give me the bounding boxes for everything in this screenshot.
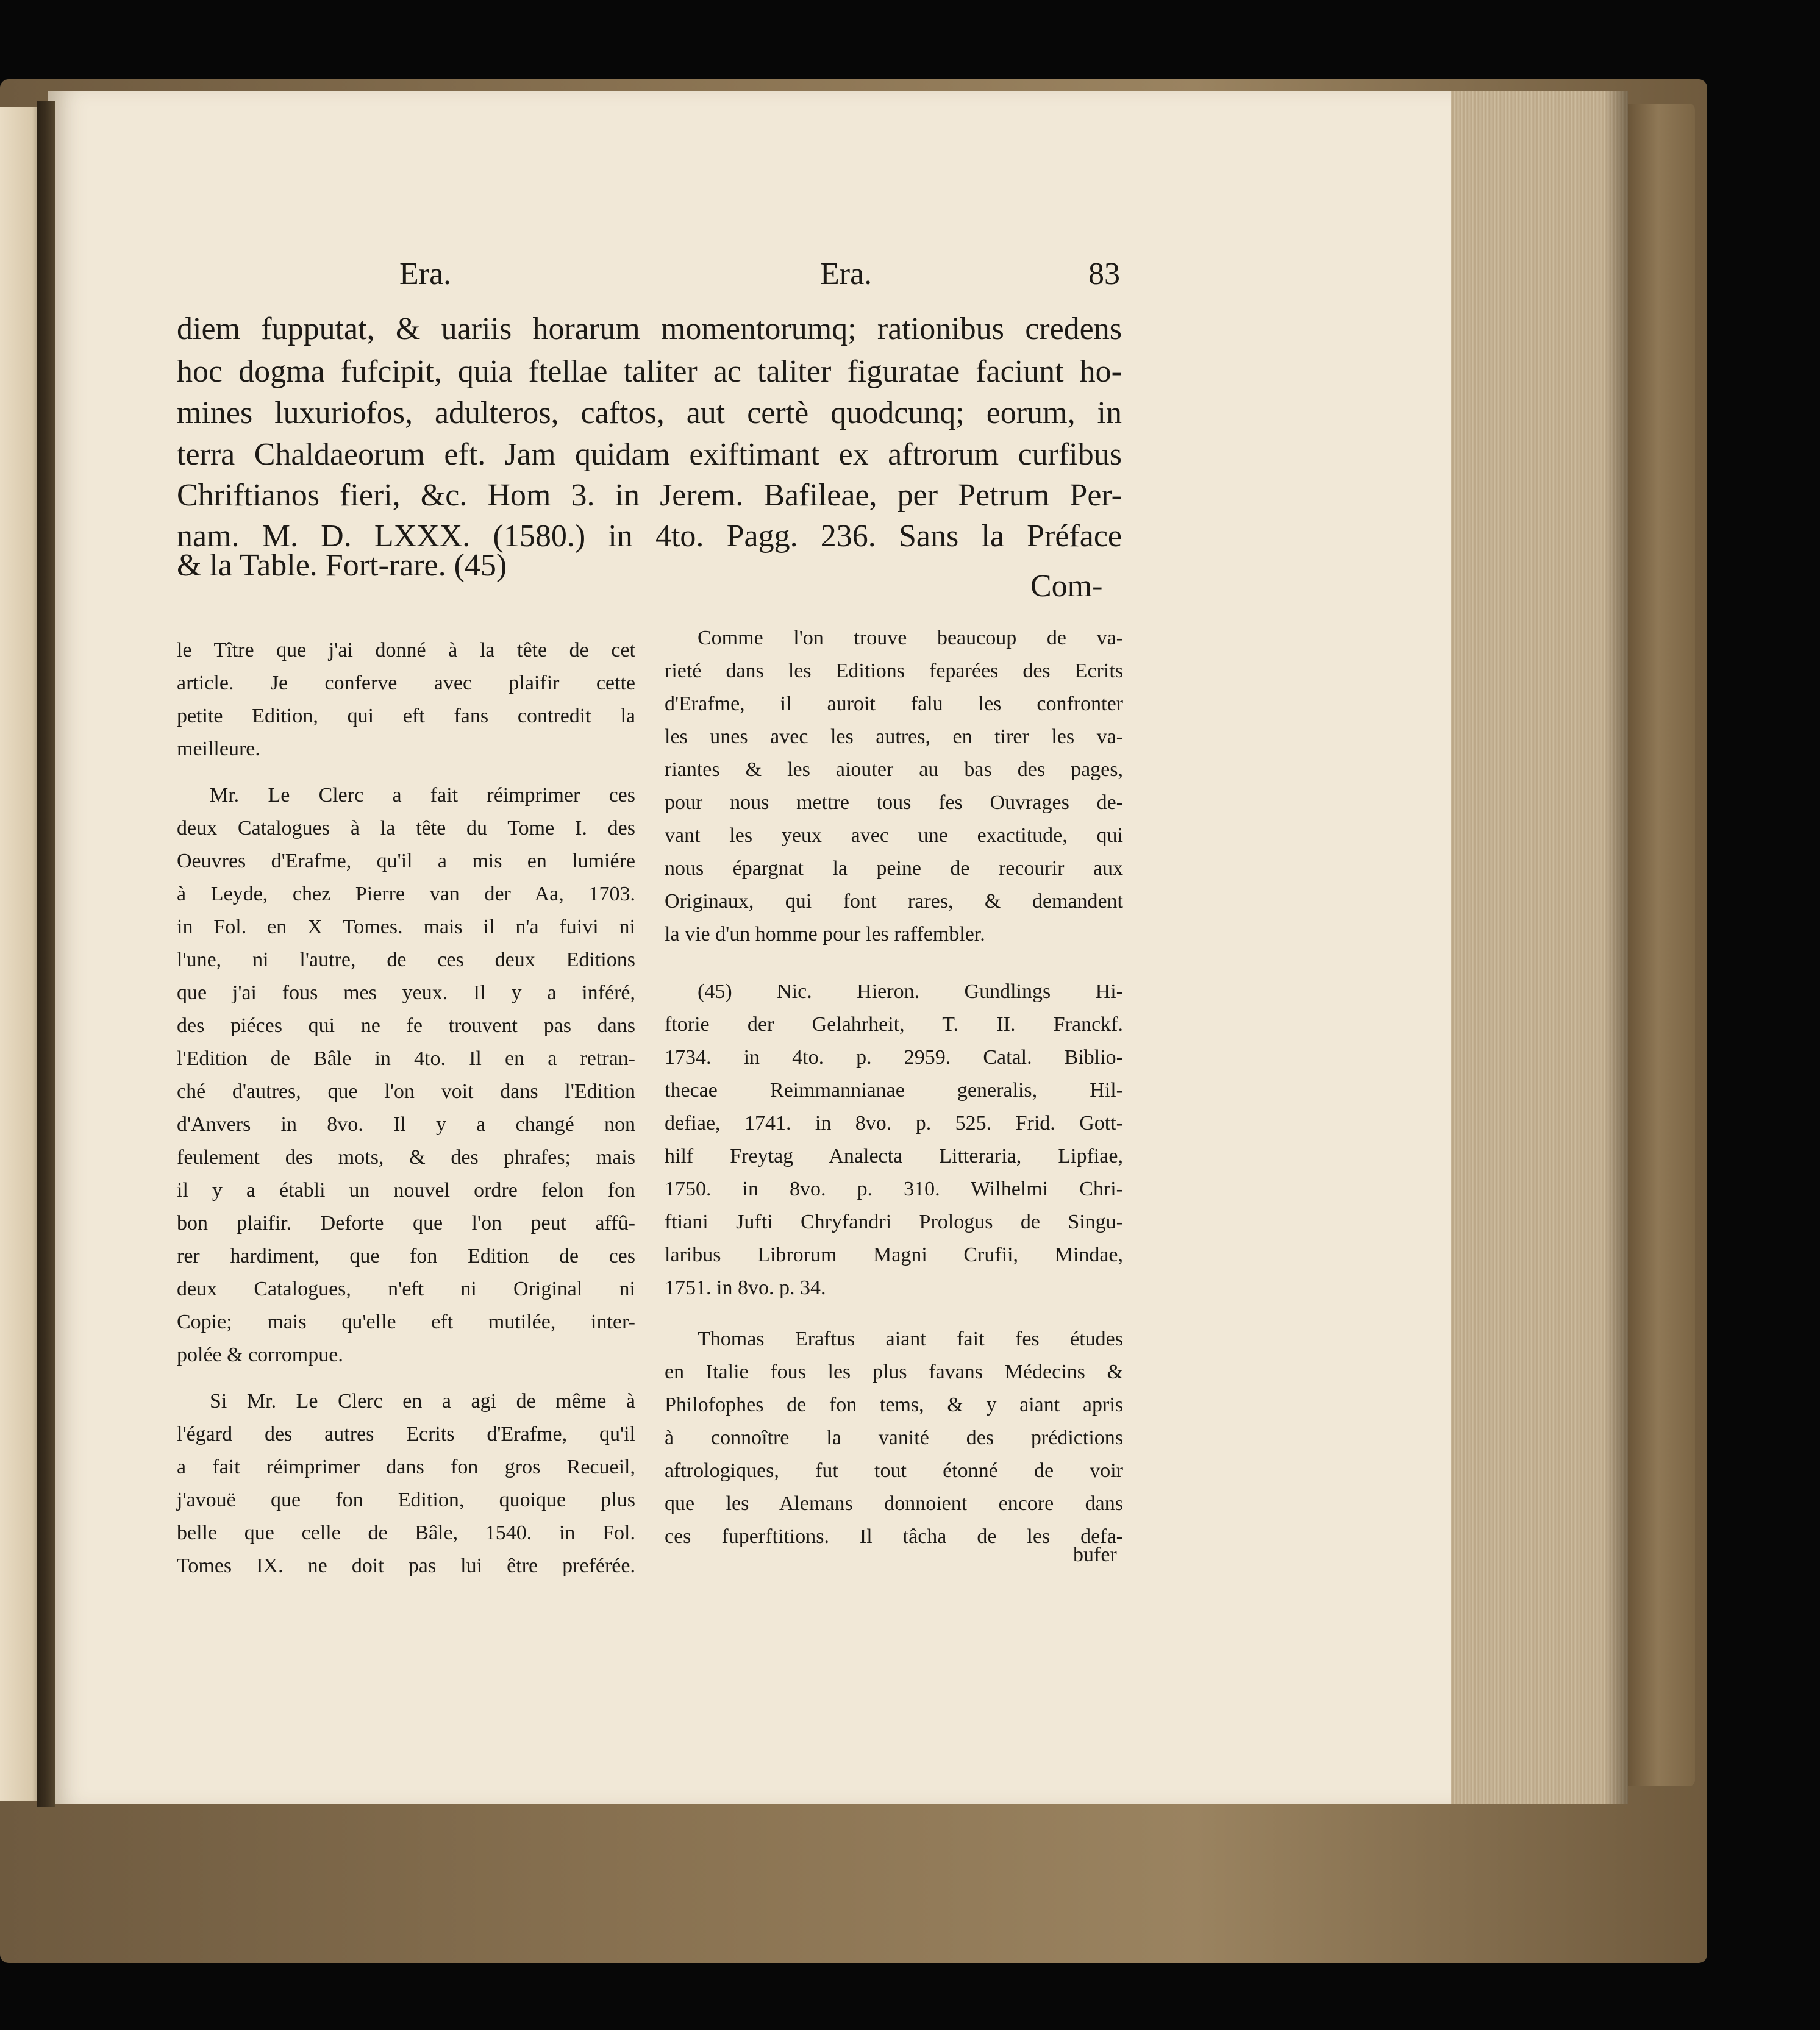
text-line: deux Catalogues, n'eft ni Original ni (177, 1278, 635, 1300)
catchword-top: Com- (1030, 569, 1103, 604)
page-number: 83 (1088, 257, 1120, 291)
text-line: bon plaifir. Deforte que l'on peut affû- (177, 1212, 635, 1234)
text-line: Comme l'on trouve beaucoup de va- (698, 627, 1123, 649)
text-line: petite Edition, qui eft fans contredit la (177, 705, 635, 727)
left-paragraph-2 (177, 779, 635, 1372)
top-line: mines luxuriofos, adulteros, caftos, aut certè quodcunq; eorum, in (177, 396, 1122, 430)
text-line: à connoître la vanité des prédictions (665, 1426, 1123, 1449)
text-line: vant les yeux avec une exactitude, qui (665, 824, 1123, 847)
text-line: defiae, 1741. in 8vo. p. 525. Frid. Gott- (665, 1112, 1123, 1134)
text-line: les unes avec les autres, en tirer les va- (665, 725, 1123, 748)
text-line: il y a établi un nouvel ordre felon fon (177, 1179, 635, 1202)
text-line: article. Je conferve avec plaifir cette (177, 672, 635, 694)
text-line: l'égard des autres Ecrits d'Erafme, qu'il (177, 1423, 635, 1445)
text-line: à Leyde, chez Pierre van der Aa, 1703. (177, 883, 635, 905)
top-line: nam. M. D. LXXX. (1580.) in 4to. Pagg. 236. Sans la Préface (177, 519, 1122, 554)
text-line: l'une, ni l'autre, de ces deux Editions (177, 949, 635, 971)
text-line: aftrologiques, fut tout étonné de voir (665, 1459, 1123, 1482)
text-line: nous épargnat la peine de recourir aux (665, 857, 1123, 880)
text-line: ftiani Jufti Chryfandri Prologus de Singu- (665, 1211, 1123, 1233)
right-paragraph-3 (665, 1323, 1123, 1553)
text-line: que les Alemans donnoient encore dans (665, 1492, 1123, 1515)
running-head-center: Era. (820, 257, 873, 291)
text-line: meilleure. (177, 738, 260, 760)
text-line: que j'ai fous mes yeux. Il y a inféré, (177, 981, 635, 1004)
text-line: a fait réimprimer dans fon gros Recueil, (177, 1456, 635, 1478)
text-line: hilf Freytag Analecta Litteraria, Lipfiae, (665, 1145, 1123, 1167)
left-column (177, 634, 635, 1596)
book-gutter (37, 101, 55, 1807)
text-line: des piéces qui ne fe trouvent pas dans (177, 1014, 635, 1037)
text-line: Tomes IX. ne doit pas lui être preférée. (177, 1555, 635, 1577)
text-line: riantes & les aiouter au bas des pages, (665, 758, 1123, 781)
text-line: j'avouë que fon Edition, quoique plus (177, 1489, 635, 1511)
text-line: le Tître que j'ai donné à la tête de cet (177, 639, 635, 661)
text-line: rieté dans les Editions feparées des Ecrits (665, 660, 1123, 682)
text-line: Copie; mais qu'elle eft mutilée, inter- (177, 1311, 635, 1333)
text-line: Philofophes de fon tems, & y aiant apris (665, 1394, 1123, 1416)
text-line: ces fuperftitions. Il tâcha de les defa- (665, 1525, 1123, 1548)
text-line: ché d'autres, que l'on voit dans l'Edition (177, 1080, 635, 1103)
top-line: diem fupputat, & uariis horarum momentorumq; rationibus credens (177, 312, 1122, 346)
text-line: feulement des mots, & des phrafes; mais (177, 1146, 635, 1169)
text-line: in Fol. en X Tomes. mais il n'a fuivi ni (177, 916, 635, 938)
right-paragraph-1 (665, 622, 1123, 951)
text-line: pour nous mettre tous fes Ouvrages de- (665, 791, 1123, 814)
text-line: d'Anvers in 8vo. Il y a changé non (177, 1113, 635, 1136)
top-line: terra Chaldaeorum eft. Jam quidam exiftimant ex aftrorum curfibus (177, 437, 1122, 472)
text-line: laribus Librorum Magni Crufii, Mindae, (665, 1244, 1123, 1266)
text-line: thecae Reimmannianae generalis, Hil- (665, 1079, 1123, 1102)
text-line: polée & corrompue. (177, 1344, 343, 1366)
text-line: ftorie der Gelahrheit, T. II. Franckf. (665, 1013, 1123, 1036)
text-line: l'Edition de Bâle in 4to. Il en a retran- (177, 1047, 635, 1070)
text-line: deux Catalogues à la tête du Tome I. des (177, 817, 635, 839)
text-line: 1750. in 8vo. p. 310. Wilhelmi Chri- (665, 1178, 1123, 1200)
text-line: d'Erafme, il auroit falu les confronter (665, 693, 1123, 715)
cover-board-edge (1628, 104, 1695, 1786)
text-line: en Italie fous les plus favans Médecins & (665, 1361, 1123, 1383)
text-line: Mr. Le Clerc a fait réimprimer ces (210, 784, 635, 807)
page-block-fore-edge (1451, 91, 1628, 1804)
text-line: la vie d'un homme pour les raffembler. (665, 923, 985, 946)
top-line-last: & la Table. Fort-rare. (45) (177, 548, 507, 583)
left-paragraph-1 (177, 634, 635, 766)
top-line: Chriftianos fieri, &c. Hom 3. in Jerem. Bafileae, per Petrum Per- (177, 478, 1122, 513)
running-head-left: Era. (399, 257, 452, 291)
catchword-bottom: bufer (1073, 1544, 1117, 1566)
text-line: (45) Nic. Hieron. Gundlings Hi- (698, 980, 1123, 1003)
text-line: Si Mr. Le Clerc en a agi de même à (210, 1390, 635, 1412)
left-paragraph-3 (177, 1385, 635, 1583)
text-line: Originaux, qui font rares, & demandent (665, 890, 1123, 913)
text-line: Oeuvres d'Erafme, qu'il a mis en lumiére (177, 850, 635, 872)
top-line: hoc dogma fufcipit, quia ftellae taliter ac taliter figuratae faciunt ho- (177, 354, 1122, 389)
text-line: 1734. in 4to. p. 2959. Catal. Biblio- (665, 1046, 1123, 1069)
right-column (665, 622, 1123, 1567)
text-line: belle que celle de Bâle, 1540. in Fol. (177, 1522, 635, 1544)
text-line: 1751. in 8vo. p. 34. (665, 1277, 826, 1299)
text-line: rer hardiment, que fon Edition de ces (177, 1245, 635, 1267)
text-line: Thomas Eraftus aiant fait fes études (698, 1328, 1123, 1350)
footnote-45 (665, 975, 1123, 1305)
